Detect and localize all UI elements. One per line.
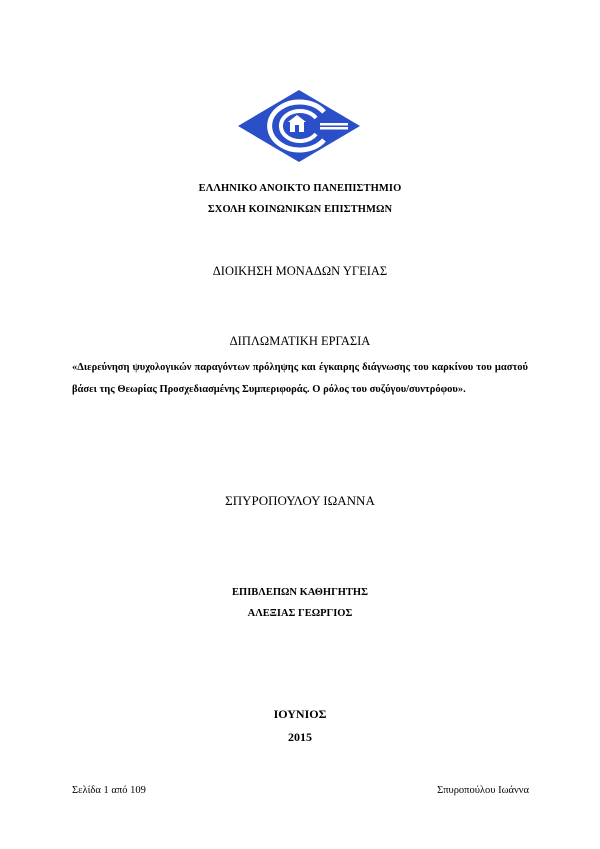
- supervisor-name: ΑΛΕΞΙΑΣ ΓΕΩΡΓΙΟΣ: [247, 608, 353, 619]
- date-month: ΙΟΥΝΙΟΣ: [273, 707, 327, 721]
- program-name: ΔΙΟΙΚΗΣΗ ΜΟΝΑΔΩΝ ΥΓΕΙΑΣ: [212, 264, 388, 278]
- supervisor-label: ΕΠΙΒΛΕΠΩΝ ΚΑΘΗΓΗΤΗΣ: [232, 587, 368, 598]
- author-name: ΣΠΥΡΟΠΟΥΛΟΥ ΙΩΑΝΝΑ: [225, 493, 375, 508]
- school-name: ΣΧΟΛΗ ΚΟΙΝΩΝΙΚΩΝ ΕΠΙΣΤΗΜΩΝ: [207, 204, 393, 215]
- university-emblem-icon: [238, 90, 360, 162]
- thesis-title: «Διερεύνηση ψυχολογικών παραγόντων πρόληψης και έγκαιρης διάγνωσης του καρκίνου του μαστού βάσει της Θεωρίας Προσχεδιασμένης Συμπεριφοράς. Ο ρόλος του συζύγου/συντρόφου».: [72, 362, 528, 395]
- date-year: 2015: [288, 730, 312, 744]
- footer-author: Σπυροπούλου Ιωάννα: [437, 785, 529, 796]
- university-name: ΕΛΛΗΝΙΚΟ ΑΝΟΙΚΤΟ ΠΑΝΕΠΙΣΤΗΜΙΟ: [198, 183, 402, 194]
- footer-page-info: Σελίδα 1 από 109: [72, 785, 146, 796]
- thesis-type: ΔΙΠΛΩΜΑΤΙΚΗ ΕΡΓΑΣΙΑ: [229, 334, 371, 348]
